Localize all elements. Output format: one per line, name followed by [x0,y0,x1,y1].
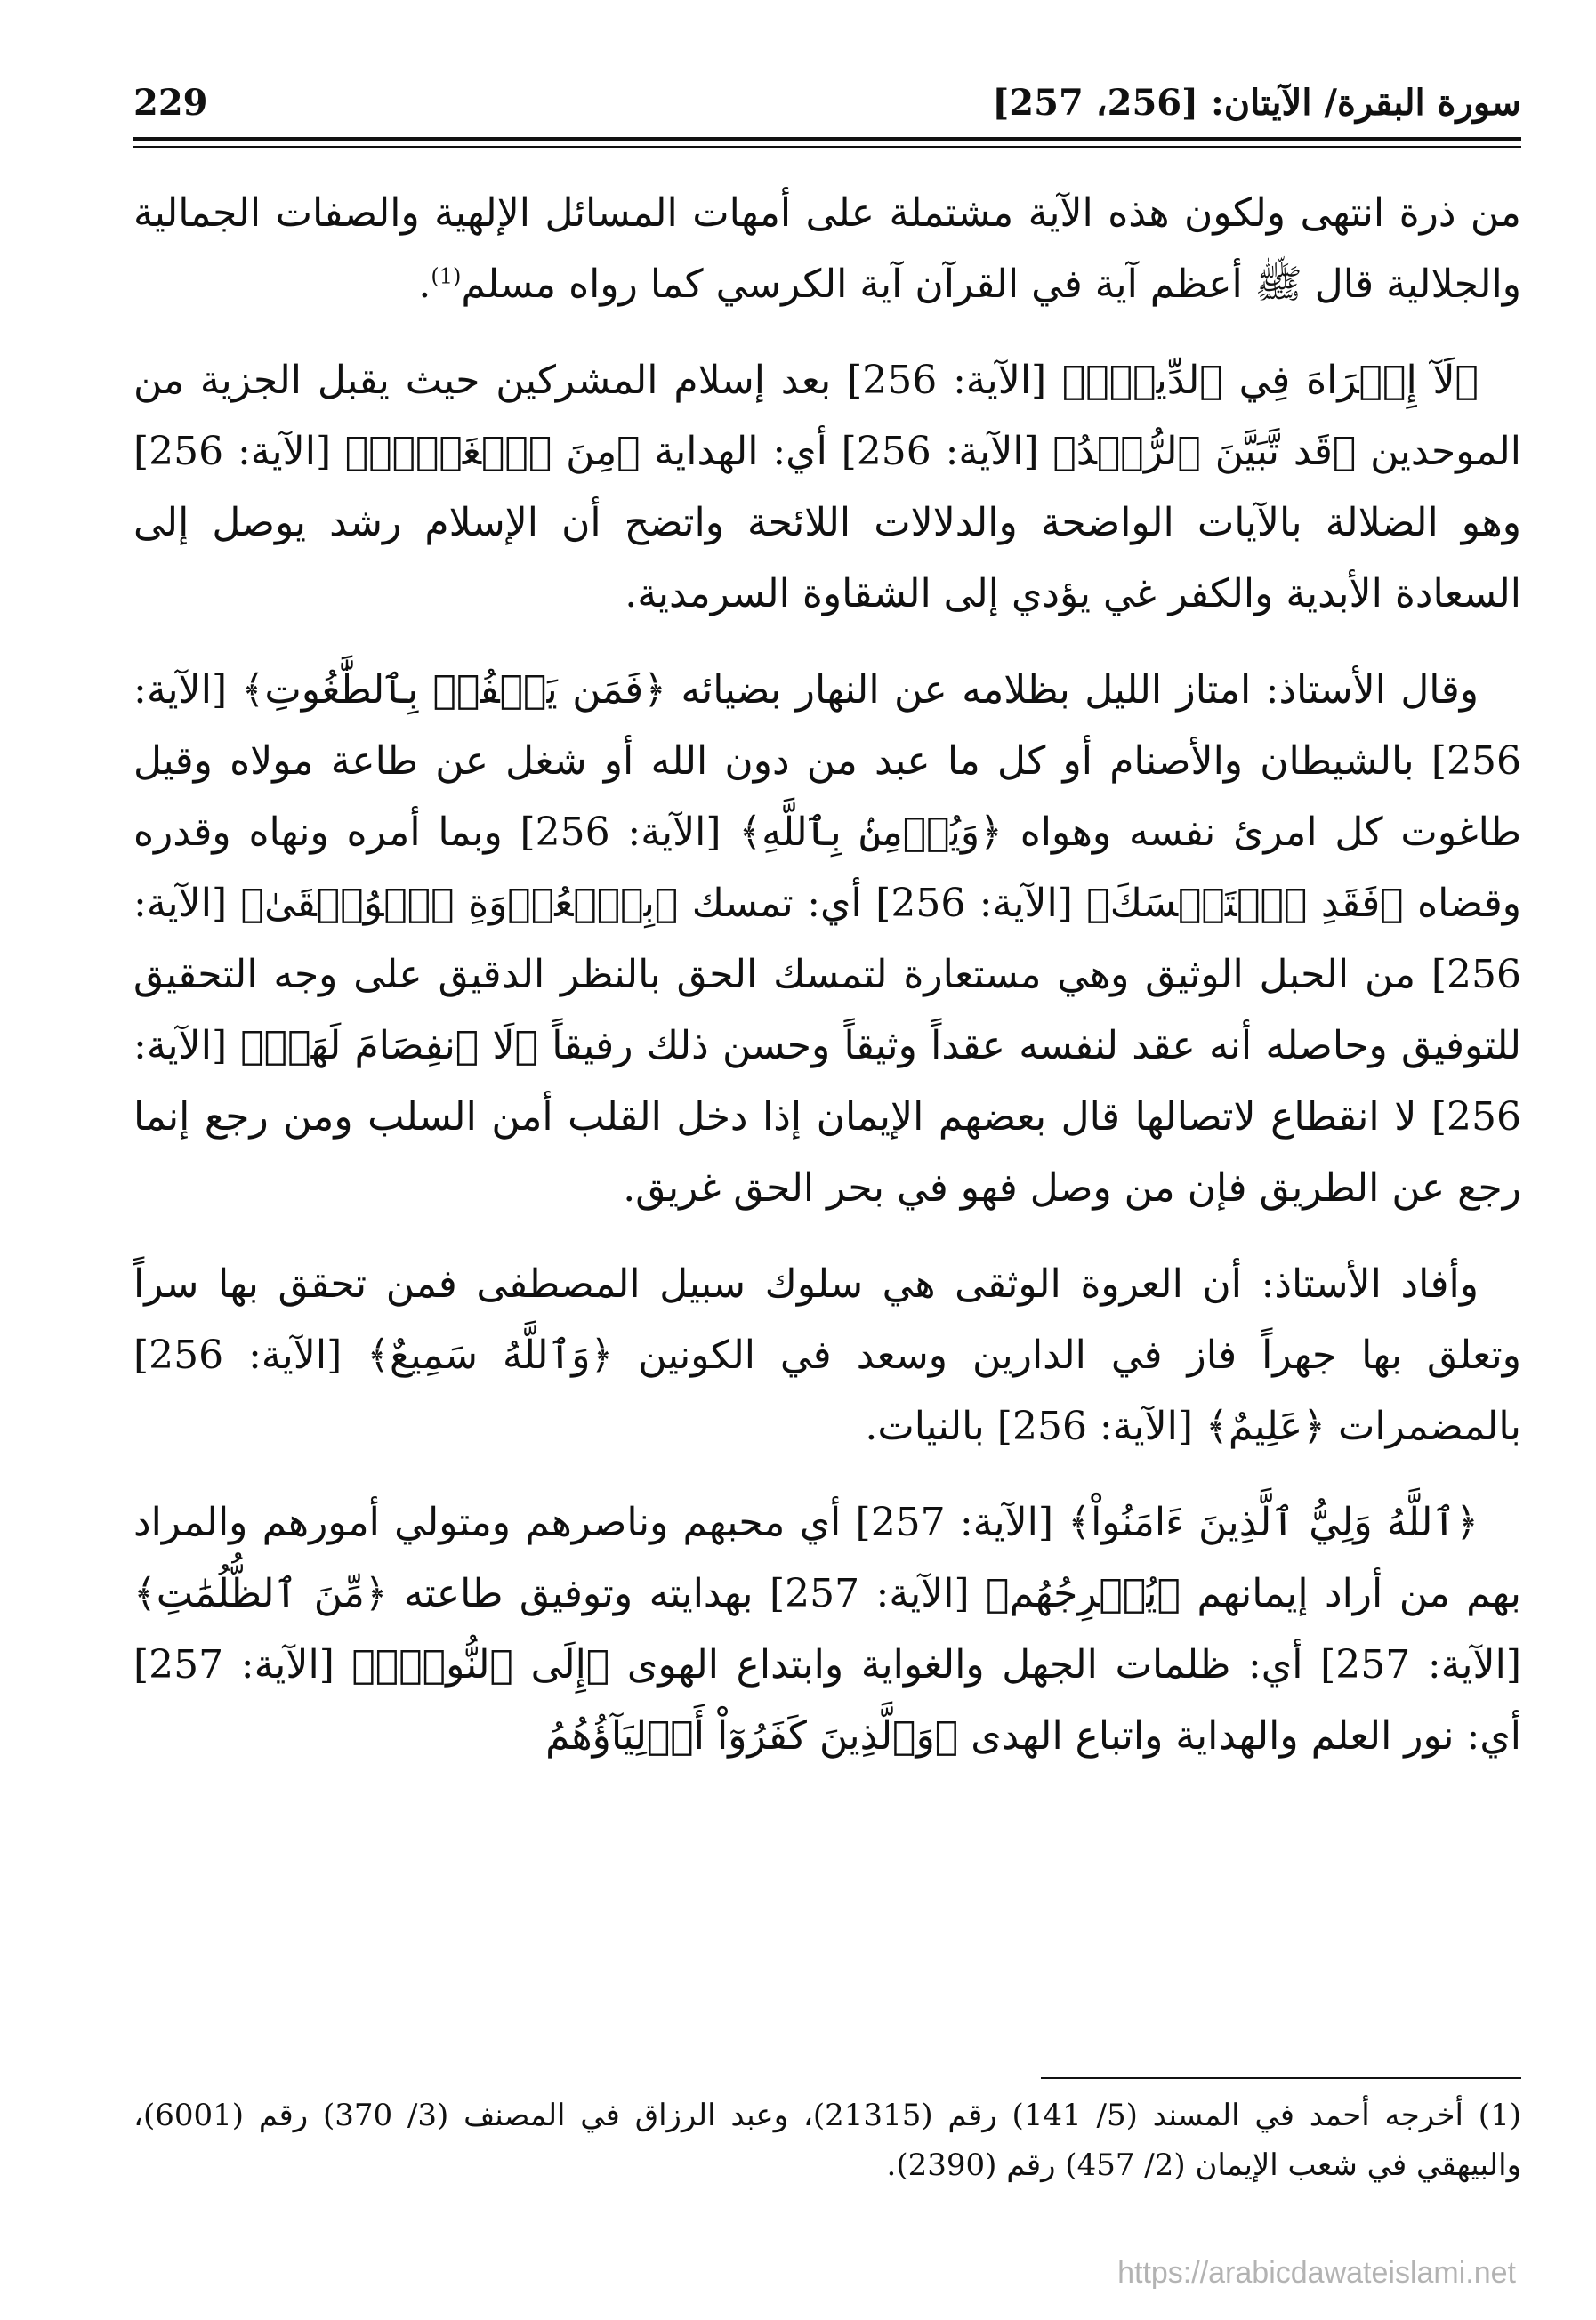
watermark-url: https://arabicdawateislami.net [1117,2256,1516,2290]
page-header [133,82,1521,144]
paragraph: وأفاد الأستاذ: أن العروة الوثقى هي سلوك سبيل المصطفى فمن تحقق بها سراً وتعلق بها جهراً فاز في الدارين وسعد في الكونين ﴿وَٱللَّهُ سَمِيعٌ﴾ [الآية: 256] بالمضمرات ﴿عَلِيمٌ﴾ [الآية: 256] بالنيات. [133,1261,1521,1449]
paragraph: ﴿لَآ إِكۡرَاهَ فِي ٱلدِّينِۖ﴾ [الآية: 256] بعد إسلام المشركين حيث يقبل الجزية من الموحدين ﴿قَد تَّبَيَّنَ ٱلرُّشۡدُ﴾ [الآية: 256] أي: الهداية ﴿مِنَ ٱلۡغَيِّۚ﴾ [الآية: 256] وهو الضلالة بالآيات الواضحة والدلالات اللائحة واتضح أن الإسلام رشد يوصل إلى السعادة الأبدية والكفر غي يؤدي إلى الشقاوة السرمدية. [133,358,1521,616]
paragraph [133,178,1521,320]
main-text [133,178,1521,1797]
paragraph-end: . [418,262,431,307]
footnote-reference[interactable]: (1) [431,263,462,289]
paragraph: ﴿ٱللَّهُ وَلِيُّ ٱلَّذِينَ ءَامَنُواْ﴾ [الآية: 257] أي محبهم وناصرهم ومتولي أمورهم والمراد بهم من أراد إيمانهم ﴿يُخۡرِجُهُم﴾ [الآية: 257] بهدايته وتوفيق طاعته ﴿مِّنَ ٱلظُّلُمَٰتِ﴾ [الآية: 257] أي: ظلمات الجهل والغواية وابتداع الهوى ﴿إِلَى ٱلنُّورِۖ﴾ [الآية: 257] أي: نور العلم والهداية واتباع الهدى ﴿وَٱلَّذِينَ كَفَرُوٓاْ أَوۡلِيَآؤُهُمُ [133,1500,1521,1759]
page-number: 229 [133,82,208,124]
paragraph: وقال الأستاذ: امتاز الليل بظلامه عن النهار بضيائه ﴿فَمَن يَكۡفُرۡ بِٱلطَّٰغُوتِ﴾ [الآية: 256] بالشيطان والأصنام أو كل ما عبد من دون الله أو شغل عن طاعة مولاه وقيل طاغوت كل امرئ نفسه وهواه ﴿وَيُؤۡمِنۢ بِٱللَّهِ﴾ [الآية: 256] وبما أمره ونهاه وقدره وقضاه ﴿فَقَدِ ٱسۡتَمۡسَكَ﴾ [الآية: 256] أي: تمسك ﴿بِٱلۡعُرۡوَةِ ٱلۡوُثۡقَىٰ﴾ [الآية: 256] من الحبل الوثيق وهي مستعارة لتمسك الحق بالنظر الدقيق على وجه التحقيق للتوفيق وحاصله أنه عقد لنفسه عقداً وثيقاً وحسن ذلك رفيقاً ﴿لَا ٱنفِصَامَ لَهَاۗ﴾ [الآية: 256] لا انقطاع لاتصالها قال بعضهم الإيمان إذا دخل القلب أمن السلب ومن رجع إنما رجع عن الطريق فإن من وصل فهو في بحر الحق غريق. [133,667,1521,1211]
footnote-separator [1041,2077,1521,2079]
footnotes [133,2090,1521,2190]
header-rule-thin [133,146,1521,148]
header-rule-thick [133,137,1521,141]
running-header-title: سورة البقرة/ الآيتان: [256، 257] [992,82,1521,124]
footnote: (1) أخرجه أحمد في المسند (5/ 141) رقم (21315)، وعبد الرزاق في المصنف (3/ 370) رقم (6001)، والبيهقي في شعب الإيمان (2/ 457) رقم (2390). [133,2098,1521,2183]
paragraph-text: من ذرة انتهى ولكون هذه الآية مشتملة على أمهات المسائل الإلهية والصفات الجمالية والجلالية قال ﷺ أعظم آية في القرآن آية الكرسي كما رواه مسلم [133,190,1521,307]
